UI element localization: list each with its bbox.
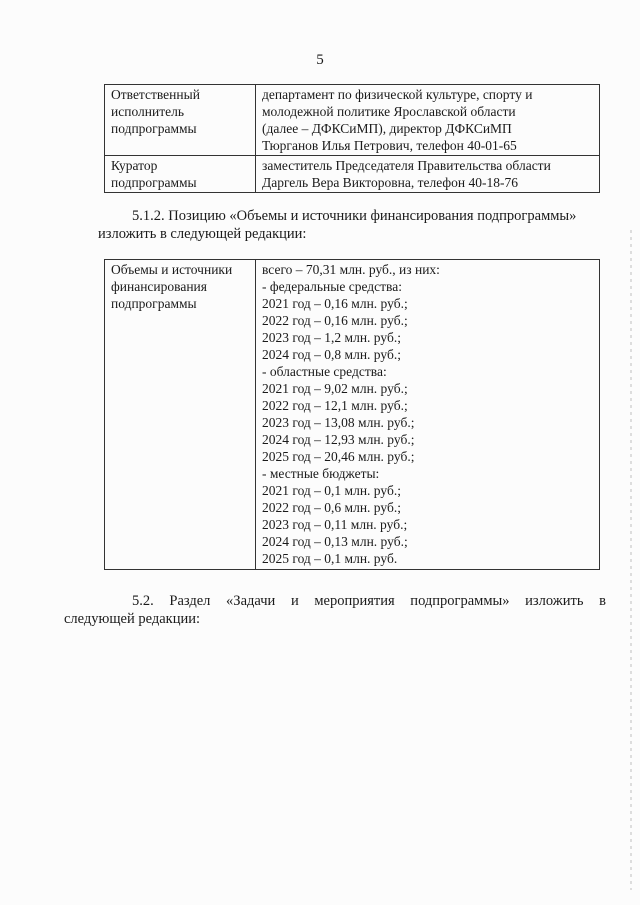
paragraph-line: следующей редакции:: [64, 611, 201, 627]
paragraph-5-1-2: [98, 207, 606, 243]
financing-line: 2024 год – 12,93 млн. руб.;: [262, 432, 415, 447]
financing-line: 2021 год – 9,02 млн. руб.;: [262, 381, 408, 396]
responsibility-table: [104, 84, 600, 193]
financing-line: 2023 год – 0,11 млн. руб.;: [262, 517, 408, 532]
financing-line: всего – 70,31 млн. руб., из них:: [262, 262, 440, 277]
label-line: Куратор: [111, 158, 158, 173]
table-row: [105, 156, 600, 193]
row-label-cell: [105, 85, 256, 156]
financing-line: 2023 год – 13,08 млн. руб.;: [262, 415, 415, 430]
label-line: Объемы и источники: [111, 262, 233, 277]
financing-line: 2023 год – 1,2 млн. руб.;: [262, 330, 401, 345]
label-line: подпрограммы: [111, 121, 197, 136]
row-value-cell: [256, 85, 600, 156]
label-line: подпрограммы: [111, 296, 197, 311]
row-value-cell: [256, 156, 600, 193]
financing-line: 2024 год – 0,8 млн. руб.;: [262, 347, 401, 362]
financing-label-cell: [105, 260, 256, 570]
financing-table: [104, 259, 600, 570]
value-line: Тюрганов Илья Петрович, телефон 40-01-65: [262, 138, 517, 153]
financing-line: 2025 год – 20,46 млн. руб.;: [262, 449, 415, 464]
row-label-cell: [105, 156, 256, 193]
label-line: подпрограммы: [111, 175, 197, 190]
paragraph-line: 5.1.2. Позицию «Объемы и источники финансирования подпрограммы»: [132, 208, 577, 224]
label-line: финансирования: [111, 279, 207, 294]
paragraph-line: 5.2. Раздел «Задачи и мероприятия подпрограммы» изложить в: [132, 593, 606, 609]
table-row: [105, 260, 600, 570]
label-line: исполнитель: [111, 104, 184, 119]
financing-line: 2021 год – 0,16 млн. руб.;: [262, 296, 408, 311]
value-line: Даргель Вера Викторовна, телефон 40-18-76: [262, 175, 518, 190]
financing-line: 2022 год – 0,16 млн. руб.;: [262, 313, 408, 328]
financing-line: 2022 год – 12,1 млн. руб.;: [262, 398, 408, 413]
financing-line: - местные бюджеты:: [262, 466, 380, 481]
financing-line: 2025 год – 0,1 млн. руб.: [262, 551, 398, 566]
financing-line: - областные средства:: [262, 364, 387, 379]
financing-line: 2021 год – 0,1 млн. руб.;: [262, 483, 401, 498]
financing-line: 2024 год – 0,13 млн. руб.;: [262, 534, 408, 549]
financing-line: - федеральные средства:: [262, 279, 402, 294]
paragraph-5-2: [64, 592, 606, 628]
scan-edge-artifact: [630, 230, 632, 890]
value-line: (далее – ДФКСиМП), директор ДФКСиМП: [262, 121, 512, 136]
page-number: 5: [316, 52, 324, 68]
value-line: департамент по физической культуре, спорту и: [262, 87, 533, 102]
financing-line: 2022 год – 0,6 млн. руб.;: [262, 500, 401, 515]
table-row: [105, 85, 600, 156]
label-line: Ответственный: [111, 87, 200, 102]
value-line: заместитель Председателя Правительства области: [262, 158, 551, 173]
value-line: молодежной политике Ярославской области: [262, 104, 516, 119]
financing-values-cell: [256, 260, 600, 570]
paragraph-line: изложить в следующей редакции:: [98, 226, 307, 242]
